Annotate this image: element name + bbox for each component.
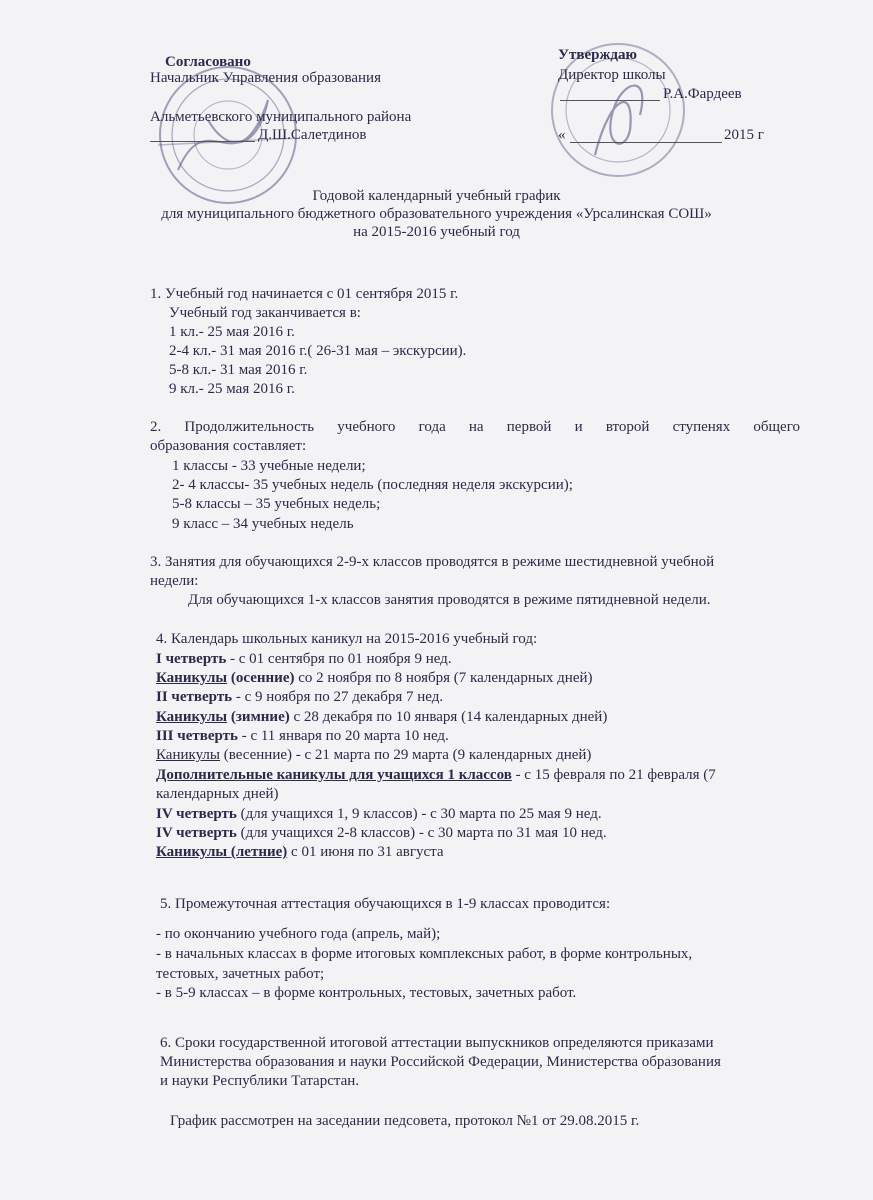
s4-quarter4-b xyxy=(156,824,607,842)
approve-date-line xyxy=(570,142,722,143)
s4-heading: 4. Календарь школьных каникул на 2015-2016 учебный год: xyxy=(156,631,538,647)
quarter4a-label: IV четверть xyxy=(156,806,237,822)
s5-line2: - в начальных классах в форме итоговых комплексных работ, в форме контрольных, xyxy=(156,946,693,962)
s1-line6: 9 кл.- 25 мая 2016 г. xyxy=(169,381,295,397)
s4-holiday-summer xyxy=(156,843,444,861)
s4-quarter4-a xyxy=(156,805,602,823)
quarter1-dates: - с 01 сентября по 01 ноября 9 нед. xyxy=(226,651,452,667)
s3-line2: недели: xyxy=(150,573,199,589)
holiday-summer-dates: с 01 июня по 31 августа xyxy=(287,844,444,860)
doc-title-line3: на 2015-2016 учебный год xyxy=(353,224,520,240)
s2-line2: образования составляет: xyxy=(150,438,307,454)
agreed-signature-line xyxy=(150,141,255,142)
s4-quarter2 xyxy=(156,688,443,706)
quarter4b-label: IV четверть xyxy=(156,825,237,841)
agreed-title: Согласовано xyxy=(165,54,251,70)
approve-position: Директор школы xyxy=(558,67,666,83)
s2-line5: 5-8 классы – 35 учебных недель; xyxy=(172,496,381,512)
s3-line3: Для обучающихся 1-х классов занятия проводятся в режиме пятидневной недели. xyxy=(188,592,711,608)
quarter3-dates: - с 11 января по 20 марта 10 нед. xyxy=(237,728,449,744)
extra-holiday-dates: - с 15 февраля по 21 февраля (7 xyxy=(511,767,716,783)
s2-line6: 9 класс – 34 учебных недель xyxy=(172,516,354,532)
holiday-spring-label: Каникулы xyxy=(156,747,220,763)
holiday-winter-label: Каникулы xyxy=(156,709,228,725)
quarter2-label: II четверть xyxy=(156,689,233,705)
approve-date-quote: « xyxy=(558,127,566,143)
s4-holiday-winter xyxy=(156,708,607,726)
s4-extra-holiday xyxy=(156,766,716,784)
s2-line1: 2. Продолжительность учебного года на первой и второй ступенях общего xyxy=(150,419,800,435)
s4-holiday-autumn xyxy=(156,669,593,687)
s5-heading: 5. Промежуточная аттестация обучающихся в 1-9 классах проводится: xyxy=(160,896,611,912)
s1-line5: 5-8 кл.- 31 мая 2016 г. xyxy=(169,362,308,378)
s5-line3: тестовых, зачетных работ; xyxy=(156,966,325,982)
s4-holiday-spring xyxy=(156,746,591,764)
s6-line1: 6. Сроки государственной итоговой аттестации выпускников определяются приказами xyxy=(160,1035,714,1051)
doc-title-line1: Годовой календарный учебный график xyxy=(312,188,561,204)
agreed-district: Альметьевского муниципального района xyxy=(150,109,412,125)
s6-line2: Министерства образования и науки Российской Федерации, Министерства образования xyxy=(160,1054,721,1070)
approve-date-year: 2015 г xyxy=(724,127,764,143)
holiday-winter-dates: с 28 декабря по 10 января (14 календарных дней) xyxy=(289,709,608,725)
s1-line2: Учебный год заканчивается в: xyxy=(169,305,361,321)
s6-line3: и науки Республики Татарстан. xyxy=(160,1073,360,1089)
quarter1-label: I четверть xyxy=(156,651,227,667)
s1-line3: 1 кл.- 25 мая 2016 г. xyxy=(169,324,295,340)
quarter4b-dates: (для учащихся 2-8 классов) - с 30 марта по 31 мая 10 нед. xyxy=(236,825,607,841)
quarter4a-dates: (для учащихся 1, 9 классов) - с 30 марта по 25 мая 9 нед. xyxy=(236,806,602,822)
s4-extra-holiday-cont: календарных дней) xyxy=(156,786,279,802)
s1-line1: 1. Учебный год начинается с 01 сентября 2015 г. xyxy=(150,286,459,302)
s2-line3: 1 классы - 33 учебные недели; xyxy=(172,458,366,474)
holiday-summer-label: Каникулы (летние) xyxy=(156,844,288,860)
s3-line1: 3. Занятия для обучающихся 2-9-х классов проводятся в режиме шестидневной учебной xyxy=(150,554,715,570)
s2-line4: 2- 4 классы- 35 учебных недель (последняя неделя экскурсии); xyxy=(172,477,573,493)
holiday-autumn-label: Каникулы xyxy=(156,670,228,686)
footer-note: График рассмотрен на заседании педсовета, протокол №1 от 29.08.2015 г. xyxy=(170,1113,640,1129)
approve-signer: Р.А.Фардеев xyxy=(663,86,742,102)
s4-quarter1 xyxy=(156,650,452,668)
s1-line4: 2-4 кл.- 31 мая 2016 г.( 26-31 мая – экскурсии). xyxy=(169,343,467,359)
doc-title-line2: для муниципального бюджетного образовательного учреждения «Урсалинская СОШ» xyxy=(161,206,712,222)
agreed-position: Начальник Управления образования xyxy=(150,70,381,86)
approve-title: Утверждаю xyxy=(558,47,637,63)
approve-signature-line xyxy=(560,100,660,101)
holiday-spring-dates: (весенние) - с 21 марта по 29 марта (9 календарных дней) xyxy=(220,747,592,763)
holiday-autumn-dates: со 2 ноября по 8 ноября (7 календарных дней) xyxy=(294,670,593,686)
quarter3-label: III четверть xyxy=(156,728,238,744)
agreed-signer: Д.Ш.Салетдинов xyxy=(258,127,367,143)
s5-line4: - в 5-9 классах – в форме контрольных, тестовых, зачетных работ. xyxy=(156,985,577,1001)
holiday-autumn-season: (осенние) xyxy=(227,670,295,686)
s4-quarter3 xyxy=(156,727,449,745)
s5-line1: - по окончанию учебного года (апрель, май); xyxy=(156,926,441,942)
holiday-winter-season: (зимние) xyxy=(227,709,290,725)
extra-holiday-label: Дополнительные каникулы для учащихся 1 классов xyxy=(156,767,512,783)
quarter2-dates: - с 9 ноября по 27 декабря 7 нед. xyxy=(232,689,444,705)
